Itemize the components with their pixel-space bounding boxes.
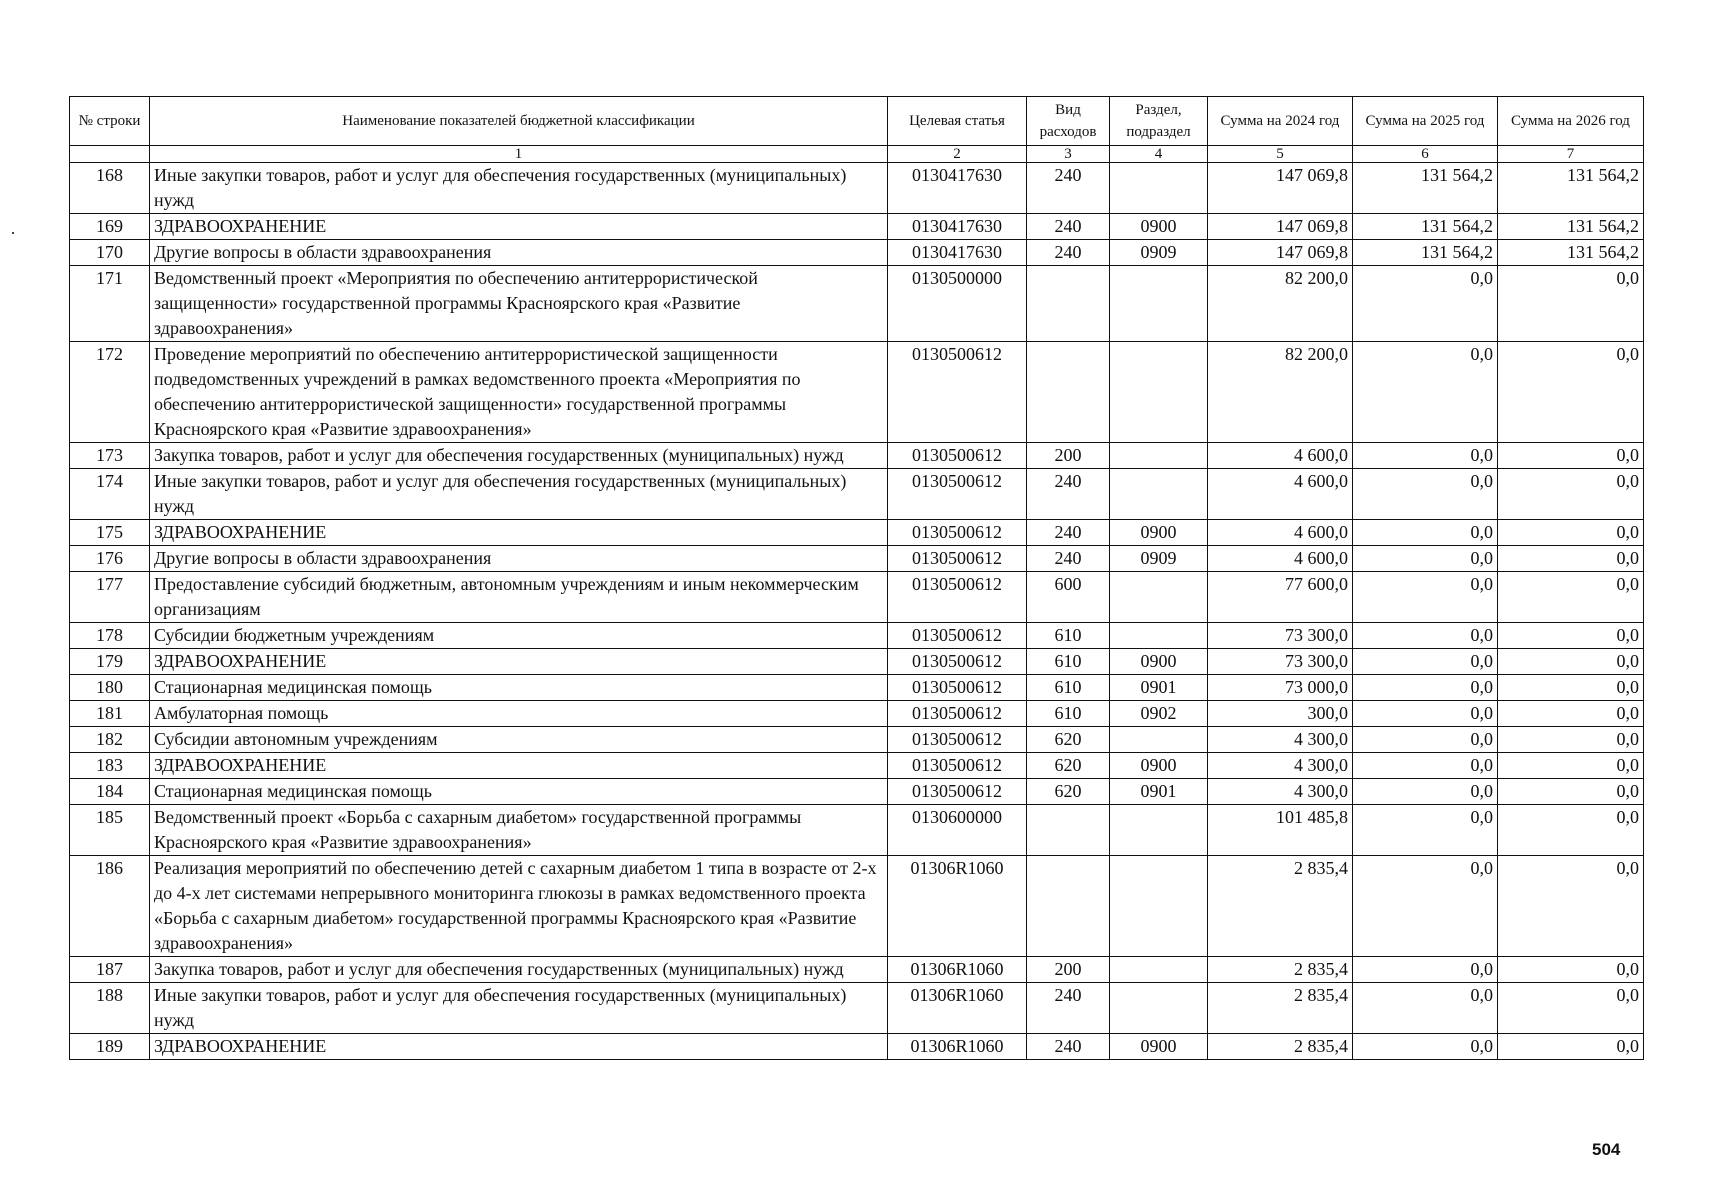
row-sum-2024: 300,0 (1208, 701, 1353, 727)
row-section: 0900 (1110, 649, 1208, 675)
table-row (70, 957, 1644, 983)
table-row (70, 779, 1644, 805)
row-name: Иные закупки товаров, работ и услуг для обеспечения государственных (муниципальных) нужд (150, 163, 888, 214)
row-expense-type: 200 (1027, 443, 1110, 469)
row-section: 0909 (1110, 240, 1208, 266)
row-sum-2025: 0,0 (1353, 983, 1498, 1034)
row-number: 173 (70, 443, 150, 469)
row-sum-2025: 0,0 (1353, 443, 1498, 469)
row-sum-2024: 73 300,0 (1208, 623, 1353, 649)
row-sum-2026: 0,0 (1498, 701, 1644, 727)
row-target-code: 0130500612 (888, 623, 1027, 649)
row-name: Амбулаторная помощь (150, 701, 888, 727)
row-section: 0909 (1110, 546, 1208, 572)
table-row (70, 753, 1644, 779)
row-name: Ведомственный проект «Мероприятия по обеспечению антитеррористической защищенности» государственной программы Красноярского края «Развитие здравоохранения» (150, 266, 888, 342)
row-number: 184 (70, 779, 150, 805)
header-name: Наименование показателей бюджетной классификации (150, 97, 888, 146)
row-sum-2024: 2 835,4 (1208, 957, 1353, 983)
row-sum-2024: 147 069,8 (1208, 240, 1353, 266)
header-sum-2024: Сумма на 2024 год (1208, 97, 1353, 146)
header-target: Целевая статья (888, 97, 1027, 146)
row-section (1110, 727, 1208, 753)
row-sum-2024: 4 300,0 (1208, 779, 1353, 805)
row-sum-2025: 0,0 (1353, 856, 1498, 957)
row-target-code: 01306R1060 (888, 983, 1027, 1034)
row-name: Проведение мероприятий по обеспечению антитеррористической защищенности подведомственных учреждений в рамках ведомственного проекта «Мероприятия по обеспечению антитеррористической защищенности» государственной программы Красноярского края «Развитие здравоохранения» (150, 342, 888, 443)
row-sum-2025: 0,0 (1353, 520, 1498, 546)
row-sum-2026: 0,0 (1498, 856, 1644, 957)
row-number: 174 (70, 469, 150, 520)
row-target-code: 0130500612 (888, 701, 1027, 727)
row-sum-2025: 0,0 (1353, 675, 1498, 701)
row-sum-2026: 0,0 (1498, 469, 1644, 520)
row-number: 171 (70, 266, 150, 342)
table-row (70, 701, 1644, 727)
row-section (1110, 572, 1208, 623)
row-section: 0901 (1110, 779, 1208, 805)
row-sum-2025: 0,0 (1353, 1034, 1498, 1060)
row-target-code: 0130417630 (888, 214, 1027, 240)
row-target-code: 0130500612 (888, 727, 1027, 753)
row-expense-type: 620 (1027, 753, 1110, 779)
column-number: 7 (1498, 146, 1644, 163)
row-section (1110, 983, 1208, 1034)
column-number (70, 146, 150, 163)
row-sum-2024: 77 600,0 (1208, 572, 1353, 623)
column-number: 1 (150, 146, 888, 163)
row-sum-2024: 4 300,0 (1208, 753, 1353, 779)
row-section (1110, 443, 1208, 469)
row-sum-2024: 4 600,0 (1208, 443, 1353, 469)
header-sum-2025: Сумма на 2025 год (1353, 97, 1498, 146)
row-section: 0900 (1110, 753, 1208, 779)
row-sum-2025: 0,0 (1353, 266, 1498, 342)
row-number: 168 (70, 163, 150, 214)
column-number: 3 (1027, 146, 1110, 163)
row-expense-type (1027, 342, 1110, 443)
row-target-code: 0130500612 (888, 779, 1027, 805)
table-row (70, 805, 1644, 856)
row-sum-2025: 131 564,2 (1353, 214, 1498, 240)
row-number: 169 (70, 214, 150, 240)
row-name: Ведомственный проект «Борьба с сахарным диабетом» государственной программы Красноярского края «Развитие здравоохранения» (150, 805, 888, 856)
table-row (70, 469, 1644, 520)
row-sum-2024: 2 835,4 (1208, 856, 1353, 957)
row-expense-type: 610 (1027, 649, 1110, 675)
row-sum-2026: 0,0 (1498, 443, 1644, 469)
row-sum-2026: 0,0 (1498, 266, 1644, 342)
row-number: 183 (70, 753, 150, 779)
row-number: 177 (70, 572, 150, 623)
row-section: 0900 (1110, 520, 1208, 546)
row-sum-2026: 0,0 (1498, 1034, 1644, 1060)
row-section (1110, 805, 1208, 856)
row-section: 0901 (1110, 675, 1208, 701)
column-number: 2 (888, 146, 1027, 163)
row-number: 188 (70, 983, 150, 1034)
row-sum-2025: 0,0 (1353, 957, 1498, 983)
table-body (70, 163, 1644, 1060)
row-target-code: 0130500000 (888, 266, 1027, 342)
row-sum-2024: 82 200,0 (1208, 342, 1353, 443)
row-target-code: 01306R1060 (888, 856, 1027, 957)
row-sum-2025: 0,0 (1353, 342, 1498, 443)
row-sum-2024: 4 600,0 (1208, 546, 1353, 572)
row-sum-2025: 0,0 (1353, 572, 1498, 623)
row-number: 170 (70, 240, 150, 266)
row-target-code: 0130500612 (888, 443, 1027, 469)
row-sum-2026: 0,0 (1498, 572, 1644, 623)
row-target-code: 01306R1060 (888, 957, 1027, 983)
row-sum-2026: 131 564,2 (1498, 163, 1644, 214)
row-number: 175 (70, 520, 150, 546)
row-sum-2026: 131 564,2 (1498, 214, 1644, 240)
row-name: ЗДРАВООХРАНЕНИЕ (150, 649, 888, 675)
row-sum-2024: 101 485,8 (1208, 805, 1353, 856)
row-expense-type: 610 (1027, 701, 1110, 727)
row-expense-type: 200 (1027, 957, 1110, 983)
row-sum-2026: 0,0 (1498, 753, 1644, 779)
table-row (70, 649, 1644, 675)
row-sum-2025: 0,0 (1353, 649, 1498, 675)
row-name: Субсидии автономным учреждениям (150, 727, 888, 753)
row-name: Стационарная медицинская помощь (150, 675, 888, 701)
row-sum-2026: 0,0 (1498, 675, 1644, 701)
row-sum-2024: 73 000,0 (1208, 675, 1353, 701)
row-target-code: 0130500612 (888, 546, 1027, 572)
row-section (1110, 163, 1208, 214)
row-sum-2026: 0,0 (1498, 520, 1644, 546)
row-expense-type: 240 (1027, 983, 1110, 1034)
row-name: ЗДРАВООХРАНЕНИЕ (150, 520, 888, 546)
table-header (70, 97, 1644, 163)
column-number: 6 (1353, 146, 1498, 163)
row-target-code: 0130417630 (888, 240, 1027, 266)
row-expense-type: 240 (1027, 520, 1110, 546)
table-row (70, 520, 1644, 546)
row-number: 179 (70, 649, 150, 675)
row-section: 0902 (1110, 701, 1208, 727)
table-row (70, 342, 1644, 443)
table-row (70, 214, 1644, 240)
row-section (1110, 469, 1208, 520)
row-name: Закупка товаров, работ и услуг для обеспечения государственных (муниципальных) нужд (150, 443, 888, 469)
row-name: Субсидии бюджетным учреждениям (150, 623, 888, 649)
row-target-code: 0130500612 (888, 572, 1027, 623)
table-row (70, 163, 1644, 214)
row-target-code: 0130500612 (888, 520, 1027, 546)
row-sum-2026: 0,0 (1498, 649, 1644, 675)
row-number: 185 (70, 805, 150, 856)
row-number: 181 (70, 701, 150, 727)
row-number: 187 (70, 957, 150, 983)
row-expense-type (1027, 266, 1110, 342)
row-section: 0900 (1110, 1034, 1208, 1060)
row-expense-type: 240 (1027, 214, 1110, 240)
row-expense-type: 240 (1027, 163, 1110, 214)
row-number: 186 (70, 856, 150, 957)
row-target-code: 0130500612 (888, 469, 1027, 520)
row-sum-2026: 0,0 (1498, 957, 1644, 983)
table-row (70, 240, 1644, 266)
column-numbers-row (70, 146, 1644, 163)
row-number: 176 (70, 546, 150, 572)
row-target-code: 0130500612 (888, 675, 1027, 701)
table-row (70, 623, 1644, 649)
row-sum-2025: 0,0 (1353, 805, 1498, 856)
row-section (1110, 957, 1208, 983)
row-expense-type: 610 (1027, 623, 1110, 649)
row-expense-type: 620 (1027, 779, 1110, 805)
row-target-code: 0130417630 (888, 163, 1027, 214)
header-sum-2026: Сумма на 2026 год (1498, 97, 1644, 146)
table-row (70, 266, 1644, 342)
table-row (70, 546, 1644, 572)
row-number: 182 (70, 727, 150, 753)
row-section (1110, 623, 1208, 649)
row-sum-2026: 0,0 (1498, 779, 1644, 805)
row-name: ЗДРАВООХРАНЕНИЕ (150, 214, 888, 240)
row-name: ЗДРАВООХРАНЕНИЕ (150, 1034, 888, 1060)
row-sum-2025: 0,0 (1353, 469, 1498, 520)
row-section: 0900 (1110, 214, 1208, 240)
row-sum-2026: 0,0 (1498, 983, 1644, 1034)
row-target-code: 01306R1060 (888, 1034, 1027, 1060)
row-target-code: 0130500612 (888, 342, 1027, 443)
header-row-no: № строки (70, 97, 150, 146)
row-expense-type: 610 (1027, 675, 1110, 701)
row-number: 178 (70, 623, 150, 649)
row-expense-type (1027, 856, 1110, 957)
column-number: 5 (1208, 146, 1353, 163)
row-target-code: 0130500612 (888, 649, 1027, 675)
row-section (1110, 266, 1208, 342)
row-name: Стационарная медицинская помощь (150, 779, 888, 805)
row-sum-2025: 131 564,2 (1353, 163, 1498, 214)
budget-table (69, 96, 1644, 1060)
row-sum-2025: 0,0 (1353, 701, 1498, 727)
table-row (70, 572, 1644, 623)
row-expense-type: 600 (1027, 572, 1110, 623)
row-expense-type: 240 (1027, 240, 1110, 266)
row-sum-2026: 0,0 (1498, 805, 1644, 856)
row-expense-type: 240 (1027, 1034, 1110, 1060)
row-sum-2026: 0,0 (1498, 546, 1644, 572)
table-row (70, 443, 1644, 469)
row-sum-2024: 147 069,8 (1208, 214, 1353, 240)
row-number: 180 (70, 675, 150, 701)
page-number: 504 (1592, 1140, 1621, 1159)
row-expense-type: 240 (1027, 546, 1110, 572)
row-name: Предоставление субсидий бюджетным, автономным учреждениям и иным некоммерческим организациям (150, 572, 888, 623)
row-sum-2026: 131 564,2 (1498, 240, 1644, 266)
table-row (70, 983, 1644, 1034)
row-number: 189 (70, 1034, 150, 1060)
row-sum-2025: 0,0 (1353, 779, 1498, 805)
row-sum-2025: 0,0 (1353, 623, 1498, 649)
row-sum-2024: 4 300,0 (1208, 727, 1353, 753)
table-row (70, 727, 1644, 753)
row-section (1110, 856, 1208, 957)
row-name: Другие вопросы в области здравоохранения (150, 546, 888, 572)
row-sum-2025: 0,0 (1353, 727, 1498, 753)
row-name: Иные закупки товаров, работ и услуг для обеспечения государственных (муниципальных) нужд (150, 983, 888, 1034)
header-expense-type: Вид расходов (1027, 97, 1110, 146)
column-number: 4 (1110, 146, 1208, 163)
row-sum-2025: 0,0 (1353, 546, 1498, 572)
row-sum-2026: 0,0 (1498, 727, 1644, 753)
row-target-code: 0130500612 (888, 753, 1027, 779)
table-row (70, 1034, 1644, 1060)
row-target-code: 0130600000 (888, 805, 1027, 856)
row-sum-2024: 2 835,4 (1208, 983, 1353, 1034)
row-name: Другие вопросы в области здравоохранения (150, 240, 888, 266)
row-expense-type (1027, 805, 1110, 856)
row-sum-2025: 131 564,2 (1353, 240, 1498, 266)
header-section: Раздел, подраздел (1110, 97, 1208, 146)
row-name: Закупка товаров, работ и услуг для обеспечения государственных (муниципальных) нужд (150, 957, 888, 983)
row-sum-2024: 4 600,0 (1208, 520, 1353, 546)
row-expense-type: 240 (1027, 469, 1110, 520)
table-row (70, 856, 1644, 957)
row-name: Реализация мероприятий по обеспечению детей с сахарным диабетом 1 типа в возрасте от 2-х до 4-х лет системами непрерывного мониторинга глюкозы в рамках ведомственного проекта «Борьба с сахарным диабетом» государственной программы Красноярского края «Развитие здравоохранения» (150, 856, 888, 957)
row-sum-2024: 82 200,0 (1208, 266, 1353, 342)
scan-dot (12, 232, 14, 234)
row-sum-2024: 2 835,4 (1208, 1034, 1353, 1060)
row-sum-2024: 4 600,0 (1208, 469, 1353, 520)
row-name: ЗДРАВООХРАНЕНИЕ (150, 753, 888, 779)
row-expense-type: 620 (1027, 727, 1110, 753)
row-number: 172 (70, 342, 150, 443)
row-sum-2026: 0,0 (1498, 623, 1644, 649)
row-sum-2024: 73 300,0 (1208, 649, 1353, 675)
row-sum-2025: 0,0 (1353, 753, 1498, 779)
row-sum-2026: 0,0 (1498, 342, 1644, 443)
row-sum-2024: 147 069,8 (1208, 163, 1353, 214)
row-section (1110, 342, 1208, 443)
row-name: Иные закупки товаров, работ и услуг для обеспечения государственных (муниципальных) нужд (150, 469, 888, 520)
table-row (70, 675, 1644, 701)
